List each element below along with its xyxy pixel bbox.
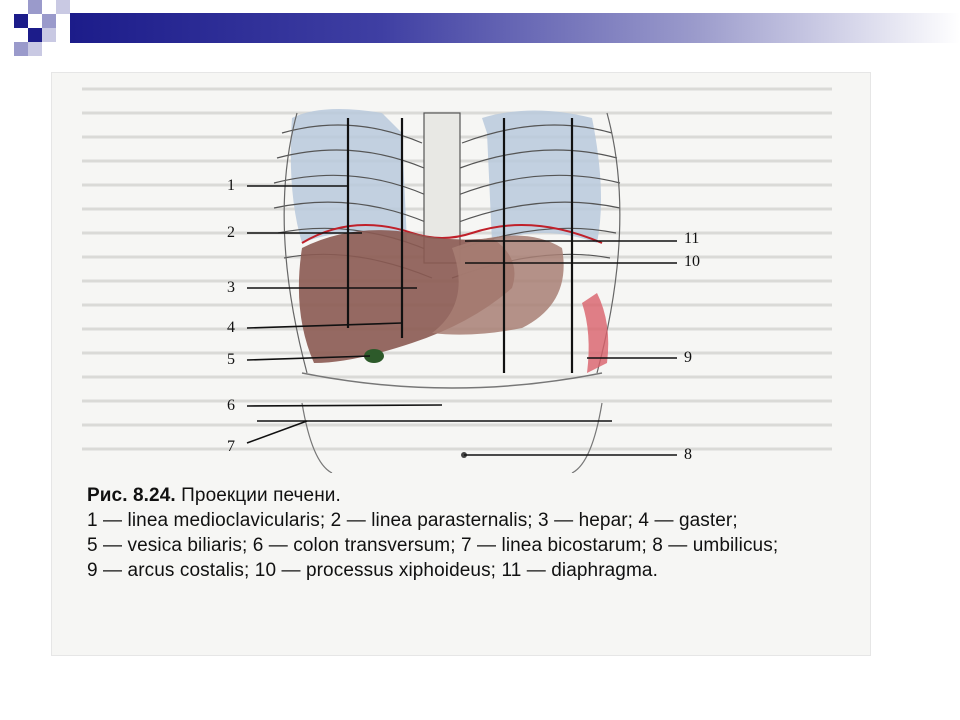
label-6: 6 xyxy=(227,397,235,414)
label-2: 2 xyxy=(227,224,235,241)
caption-legend-line-2: 5 — vesica biliaris; 6 — colon transversum; 7 — linea bicostarum; 8 — umbilicus; xyxy=(87,535,779,556)
decor-square xyxy=(28,28,42,42)
decor-square xyxy=(42,28,56,42)
caption-legend-line-3: 9 — arcus costalis; 10 — processus xiphoideus; 11 — diaphragma. xyxy=(87,560,658,581)
caption-number: Рис. 8.24. xyxy=(87,485,176,506)
caption-title: Проекции печени. xyxy=(181,485,341,506)
colon-outline xyxy=(302,373,602,388)
figure-caption xyxy=(87,483,857,583)
label-7: 7 xyxy=(227,438,235,455)
slide-header-bar xyxy=(0,0,960,44)
label-10: 10 xyxy=(684,253,700,270)
label-1: 1 xyxy=(227,177,235,194)
decor-square xyxy=(56,0,70,14)
decor-square xyxy=(28,0,42,14)
label-5: 5 xyxy=(227,351,235,368)
label-8: 8 xyxy=(684,446,692,463)
label-4: 4 xyxy=(227,319,235,336)
caption-legend-line-1: 1 — linea medioclavicularis; 2 — linea parasternalis; 3 — hepar; 4 — gaster; xyxy=(87,510,738,531)
label-3: 3 xyxy=(227,279,235,296)
decor-square xyxy=(28,42,42,56)
label-9: 9 xyxy=(684,349,692,366)
header-gradient xyxy=(70,13,960,43)
caption-title-line xyxy=(87,483,857,508)
decor-square xyxy=(14,14,28,28)
pelvis-outline xyxy=(302,403,602,473)
scanned-page xyxy=(52,73,870,655)
decor-square xyxy=(14,42,28,56)
label-11: 11 xyxy=(684,230,700,247)
liver-projection-figure xyxy=(52,73,870,473)
decor-square xyxy=(42,14,56,28)
